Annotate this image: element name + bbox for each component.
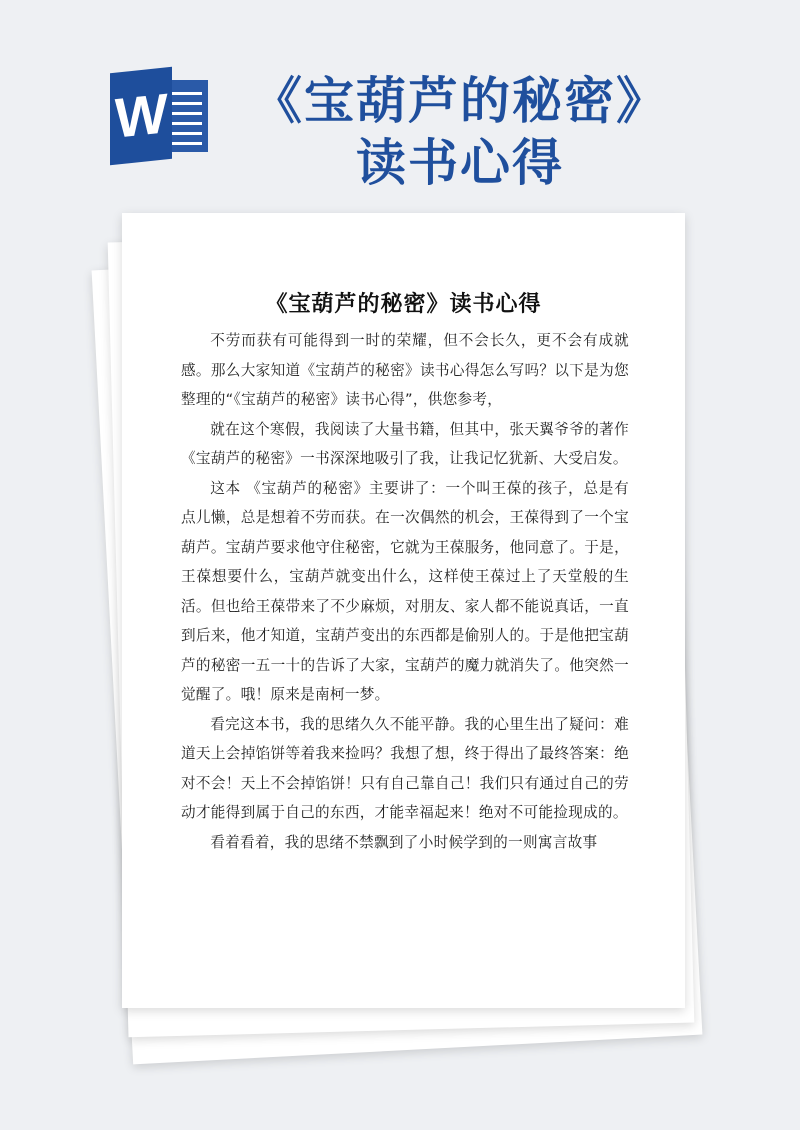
- word-logo-icon: [110, 70, 212, 162]
- banner-title-line2: 读书心得: [356, 134, 564, 192]
- paragraph: 看着看着，我的思绪不禁飘到了小时候学到的一则寓言故事: [210, 833, 598, 851]
- paragraph: 看完这本书，我的思绪久久不能平静。我的心里生出了疑问：难道天上会掉馅饼等着我来捡吗？我想了想，终于得出了最终答案：绝对不会！天上不会掉馅饼！只有自己靠自己！我们只有通过自己的劳动才能得到属于自己的东西，才能幸福起来！绝对不可能捡现成的。: [181, 715, 629, 821]
- paragraph: 不劳而获有可能得到一时的荣耀，但不会长久，更不会有成就感。那么大家知道《宝葫芦的秘密》读书心得怎么写吗？以下是为您整理的“《宝葫芦的秘密》读书心得”，供您参考，: [181, 332, 629, 408]
- document-page: [122, 213, 685, 1008]
- banner-title-line1: 《宝葫芦的秘密》: [252, 72, 668, 130]
- document-body: [122, 318, 685, 857]
- document-title: 《宝葫芦的秘密》读书心得: [265, 292, 542, 317]
- banner-title: [230, 70, 690, 194]
- paragraph: 这本 《宝葫芦的秘密》主要讲了：一个叫王葆的孩子，总是有点儿懒，总是想着不劳而获。在一次偶然的机会，王葆得到了一个宝葫芦。宝葫芦要求他守住秘密，它就为王葆服务，他同意了。于是，王葆想要什么，宝葫芦就变出什么，这样使王葆过上了天堂般的生活。但也给王葆带来了不少麻烦，对朋友、家人都不能说真话，一直到后来，他才知道，宝葫芦变出的东西都是偷别人的。于是他把宝葫芦的秘密一五一十的告诉了大家，宝葫芦的魔力就消失了。他突然一觉醒了。哦！原来是南柯一梦。: [181, 479, 629, 703]
- paragraph: 就在这个寒假，我阅读了大量书籍，但其中，张天翼爷爷的著作《宝葫芦的秘密》一书深深地吸引了我，让我记忆犹新、大受启发。: [181, 420, 629, 467]
- word-logo-letter: W: [110, 67, 172, 166]
